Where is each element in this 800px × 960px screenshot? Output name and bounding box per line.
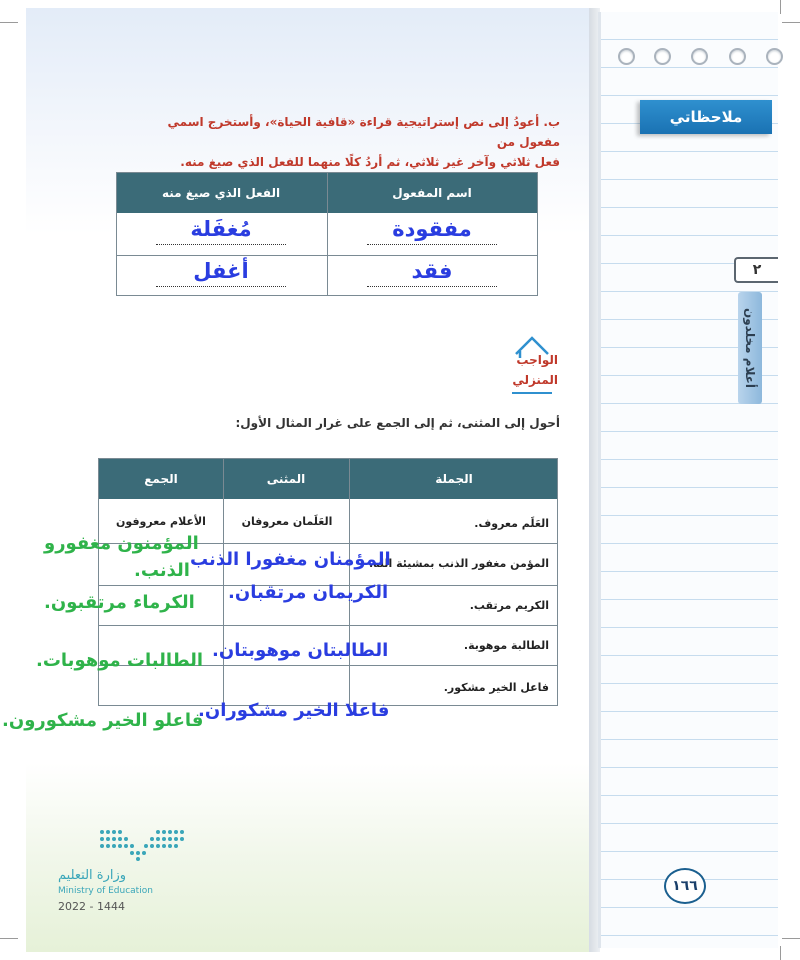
dotted-line: [367, 244, 497, 245]
crop-mark: [780, 0, 781, 14]
crop-mark: [780, 946, 781, 960]
handwritten-plural: الذنب.: [134, 560, 190, 581]
homework-label-line: المنزلي: [512, 373, 558, 387]
homework-underline: [512, 392, 552, 394]
ministry-logo-icon: [98, 828, 190, 862]
header-plural: الجمع: [144, 472, 178, 486]
header-dual: المثنى: [266, 472, 306, 486]
unit-name: أعلام مخلدون: [743, 307, 757, 388]
sentence-cell: المؤمن مغفور الذنب بمشيئة الله.: [369, 557, 549, 570]
crop-mark: [0, 938, 18, 939]
section-b-instruction: [150, 112, 560, 172]
crop-mark: [0, 22, 18, 23]
instruction-line: فعل ثلاثي وآخر غير ثلاثي، ثم أردُ كلًا منهما للفعل الذي صيغ منه.: [180, 155, 560, 169]
handwritten-dual: المؤمنان مغفورا الذنب: [190, 549, 391, 570]
binder-ring: [654, 48, 671, 65]
plural-example: الأعلام معروفون: [116, 515, 206, 528]
handwritten-answer: أغفل: [193, 259, 249, 283]
handwritten-plural: المؤمنون مغفورو: [44, 533, 199, 554]
binder-ring: [618, 48, 635, 65]
column-divider: [223, 459, 224, 705]
handwritten-dual: الكريمان مرتقبان.: [228, 582, 389, 603]
binder-ring: [729, 48, 746, 65]
handwritten-answer: مفقودة: [392, 217, 472, 241]
binder-ring: [691, 48, 708, 65]
dual-example: العَلَمان معروفان: [241, 515, 333, 528]
sentence-cell: الطالبة موهوبة.: [463, 639, 549, 652]
notebook-panel: [598, 12, 778, 948]
ministry-name-en: Ministry of Education: [58, 886, 153, 896]
dotted-line: [156, 286, 286, 287]
table-cell[interactable]: [327, 213, 537, 255]
handwritten-plural: فاعلو الخير مشكورون.: [2, 710, 204, 731]
homework-instruction: أحول إلى المثنى، ثم إلى الجمع على غرار المثال الأول:: [235, 416, 560, 430]
edition-year: 2022 - 1444: [58, 900, 125, 913]
sentence-cell: الكريم مرتقب.: [469, 599, 549, 612]
crop-mark: [782, 22, 800, 23]
header-sentence: الجملة: [435, 472, 473, 486]
sentence-cell: فاعل الخير مشكور.: [443, 681, 549, 694]
header-passive-participle: اسم المفعول: [392, 186, 472, 200]
page-number: ١٦٦: [664, 868, 706, 904]
homework-label-line: الواجب: [516, 353, 558, 367]
handwritten-dual: الطالبتان موهوبتان.: [212, 640, 389, 661]
row-divider: [99, 625, 557, 626]
dotted-line: [367, 286, 497, 287]
homework-label: [500, 350, 558, 390]
dotted-line: [156, 244, 286, 245]
table-cell[interactable]: [327, 255, 537, 297]
handwritten-answer: فقد: [411, 259, 453, 283]
handwritten-dual: فاعلا الخير مشكوران.: [198, 700, 390, 721]
header-source-verb: الفعل الذي صيغ منه: [161, 186, 281, 200]
participle-table: [116, 172, 538, 296]
handwritten-plural: الطالبات موهوبات.: [36, 650, 204, 671]
binder-ring: [766, 48, 783, 65]
handwritten-answer: مُغفَلة: [190, 217, 252, 241]
unit-number: ٢: [734, 257, 778, 283]
sentence-cell: العَلَم معروف.: [474, 517, 549, 530]
handwritten-plural: الكرماء مرتقبون.: [44, 592, 195, 613]
notes-title: ملاحظاتي: [640, 100, 772, 134]
ministry-name-ar: وزارة التعليم: [58, 868, 127, 883]
crop-mark: [782, 938, 800, 939]
table-cell[interactable]: [116, 255, 326, 297]
instruction-line: ب. أعودُ إلى نص إستراتيجية قراءة «قافية الحياة»، وأستخرج اسمي مفعول من: [167, 115, 560, 149]
table-cell[interactable]: [116, 213, 326, 255]
